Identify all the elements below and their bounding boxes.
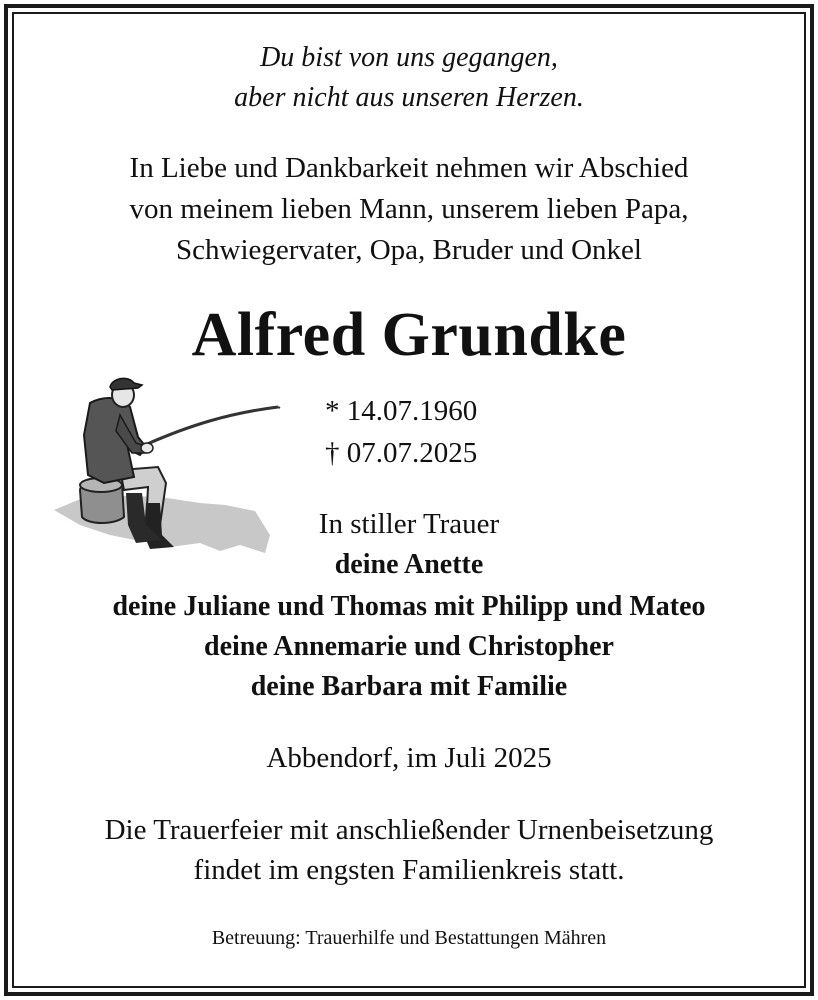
motto-line-2: aber nicht aus unseren Herzen. — [234, 82, 584, 113]
funeral-note-line-1: Die Trauerfeier mit anschließender Urnenbeisetzung — [104, 814, 714, 846]
deceased-name: Alfred Grundke — [191, 301, 627, 369]
mourner-line-1: deine Anette — [334, 549, 484, 580]
intro-line-2: von meinem lieben Mann, unserem lieben Papa, — [129, 193, 689, 225]
funeral-note-line-2: findet im engsten Familienkreis statt. — [193, 854, 625, 886]
motto-line-1: Du bist von uns gegangen, — [260, 42, 558, 73]
mourner-line-3: deine Annemarie und Christopher — [204, 631, 614, 662]
undertaker-credit: Betreuung: Trauerhilfe und Bestattungen Mähren — [211, 927, 607, 949]
mourner-line-2: deine Juliane und Thomas mit Philipp und Mateo — [112, 591, 706, 622]
intro-line-1: In Liebe und Dankbarkeit nehmen wir Abschied — [129, 152, 689, 184]
mourner-line-4: deine Barbara mit Familie — [250, 671, 568, 702]
intro-line-3: Schwiegervater, Opa, Bruder und Onkel — [176, 234, 642, 266]
place-date: Abbendorf, im Juli 2025 — [266, 742, 552, 774]
death-date: † 07.07.2025 — [325, 437, 478, 469]
mourning-intro: In stiller Trauer — [318, 508, 500, 540]
birth-date: * 14.07.1960 — [325, 395, 478, 427]
